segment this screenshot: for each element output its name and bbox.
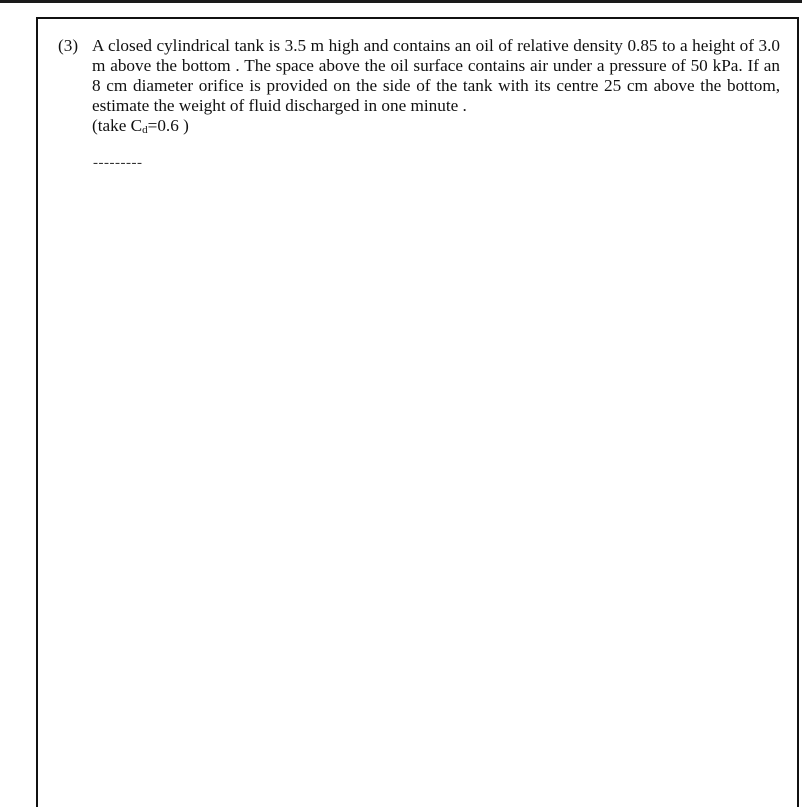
top-border-line [0,0,802,3]
dashed-separator: --------- [93,155,143,171]
note-subscript: d [142,124,148,136]
question-number: (3) [58,36,79,55]
question-block [58,36,780,140]
question-text: A closed cylindrical tank is 3.5 m high and contains an oil of relative density 0.85 to a height of 3.0 m above the bottom . The space above the oil surface contains air under a pressure of 50 kPa. If an 8 cm diameter orifice is provided on the side of the tank with its centre 25 cm above the bottom, estimate the weight of fluid discharged in one minute . [92,36,780,115]
question-frame [36,17,799,807]
note-prefix: (take C [92,116,143,135]
question-body [92,36,780,140]
note-suffix: =0.6 ) [147,116,189,135]
